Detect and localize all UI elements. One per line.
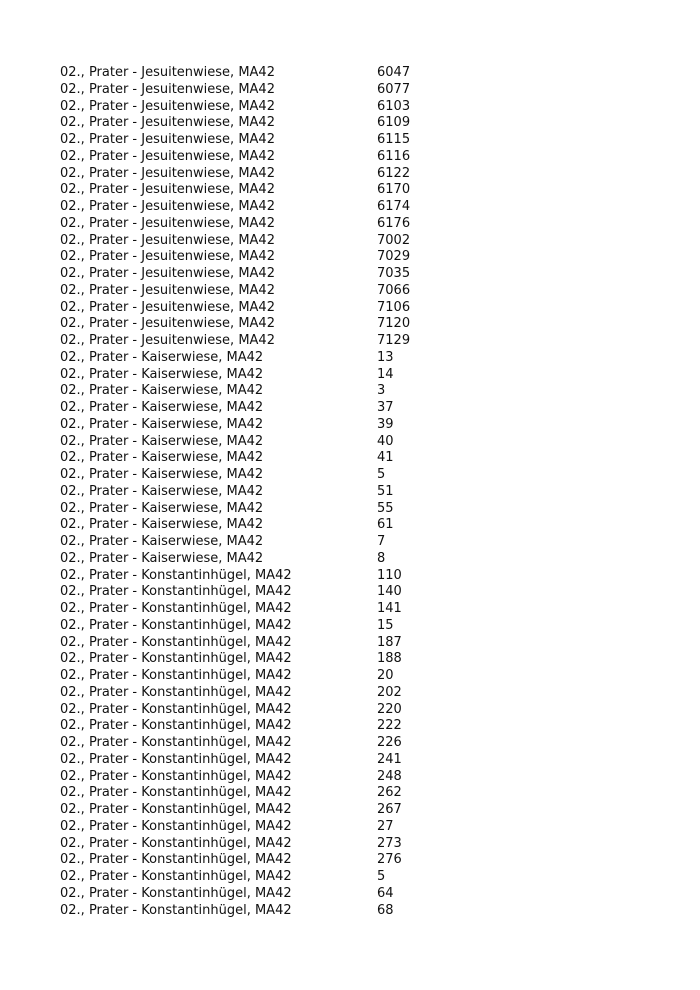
list-row (60, 685, 480, 702)
list-row (60, 702, 480, 719)
number-cell: 40 (377, 433, 394, 449)
number-cell: 51 (377, 483, 394, 499)
number-cell: 5 (377, 467, 386, 482)
list-row (60, 584, 480, 601)
number-cell: 6116 (377, 148, 411, 164)
location-cell: 02., Prater - Jesuitenwiese, MA42 (60, 98, 275, 114)
list-row (60, 551, 480, 568)
list-row (60, 601, 480, 618)
number-cell: 39 (377, 416, 394, 432)
location-cell: 02., Prater - Jesuitenwiese, MA42 (60, 299, 275, 315)
list-row (60, 501, 480, 518)
location-cell: 02., Prater - Jesuitenwiese, MA42 (60, 215, 275, 231)
list-row (60, 534, 480, 551)
location-cell: 02., Prater - Kaiserwiese, MA42 (60, 550, 264, 566)
location-cell: 02., Prater - Konstantinhügel, MA42 (60, 584, 292, 600)
location-cell: 02., Prater - Konstantinhügel, MA42 (60, 634, 292, 650)
list-row (60, 249, 480, 266)
location-cell: 02., Prater - Konstantinhügel, MA42 (60, 751, 292, 767)
location-cell: 02., Prater - Jesuitenwiese, MA42 (60, 199, 275, 214)
location-cell: 02., Prater - Konstantinhügel, MA42 (60, 701, 292, 717)
number-cell: 13 (377, 349, 394, 365)
list-row (60, 99, 480, 116)
number-cell: 220 (377, 701, 402, 717)
number-cell: 110 (377, 567, 402, 583)
location-cell: 02., Prater - Jesuitenwiese, MA42 (60, 165, 275, 181)
number-cell: 141 (377, 601, 402, 616)
location-cell: 02., Prater - Jesuitenwiese, MA42 (60, 316, 275, 332)
number-cell: 7 (377, 534, 386, 549)
list-row (60, 283, 480, 300)
list-row (60, 182, 480, 199)
list-row (60, 802, 480, 819)
number-cell: 8 (377, 550, 386, 566)
location-cell: 02., Prater - Konstantinhügel, MA42 (60, 785, 292, 801)
list-row (60, 350, 480, 367)
number-cell: 7129 (377, 333, 411, 348)
number-cell: 6122 (377, 165, 411, 181)
number-cell: 7035 (377, 266, 411, 281)
location-cell: 02., Prater - Konstantinhügel, MA42 (60, 601, 292, 616)
list-row (60, 450, 480, 467)
location-cell: 02., Prater - Jesuitenwiese, MA42 (60, 81, 275, 97)
list-row (60, 618, 480, 635)
number-cell: 64 (377, 885, 394, 901)
list-row (60, 400, 480, 417)
number-cell: 273 (377, 835, 402, 851)
list-row (60, 149, 480, 166)
location-cell: 02., Prater - Jesuitenwiese, MA42 (60, 148, 275, 164)
list-row (60, 316, 480, 333)
location-cell: 02., Prater - Jesuitenwiese, MA42 (60, 115, 275, 131)
list-row (60, 115, 480, 132)
number-cell: 7066 (377, 282, 411, 298)
location-cell: 02., Prater - Konstantinhügel, MA42 (60, 835, 292, 851)
number-cell: 187 (377, 634, 402, 650)
number-cell: 6174 (377, 199, 411, 214)
number-cell: 14 (377, 366, 394, 382)
location-cell: 02., Prater - Kaiserwiese, MA42 (60, 517, 264, 533)
location-cell: 02., Prater - Konstantinhügel, MA42 (60, 684, 292, 700)
location-cell: 02., Prater - Konstantinhügel, MA42 (60, 902, 292, 918)
number-cell: 7029 (377, 249, 411, 265)
list-row (60, 417, 480, 434)
list-row (60, 367, 480, 384)
number-cell: 7120 (377, 316, 411, 332)
location-cell: 02., Prater - Kaiserwiese, MA42 (60, 383, 264, 399)
location-cell: 02., Prater - Kaiserwiese, MA42 (60, 467, 264, 482)
location-cell: 02., Prater - Konstantinhügel, MA42 (60, 818, 292, 834)
location-cell: 02., Prater - Konstantinhügel, MA42 (60, 668, 292, 683)
location-cell: 02., Prater - Kaiserwiese, MA42 (60, 433, 264, 449)
number-cell: 6109 (377, 115, 411, 131)
location-cell: 02., Prater - Konstantinhügel, MA42 (60, 735, 292, 750)
list-row (60, 434, 480, 451)
list-row (60, 233, 480, 250)
location-cell: 02., Prater - Kaiserwiese, MA42 (60, 450, 264, 466)
list-row (60, 300, 480, 317)
location-cell: 02., Prater - Konstantinhügel, MA42 (60, 885, 292, 901)
list-row (60, 819, 480, 836)
number-cell: 241 (377, 751, 402, 767)
list-row (60, 635, 480, 652)
location-cell: 02., Prater - Konstantinhügel, MA42 (60, 869, 292, 884)
list-row (60, 735, 480, 752)
list-row (60, 199, 480, 216)
location-cell: 02., Prater - Konstantinhügel, MA42 (60, 802, 292, 817)
number-cell: 37 (377, 400, 394, 415)
location-cell: 02., Prater - Kaiserwiese, MA42 (60, 534, 264, 549)
location-cell: 02., Prater - Kaiserwiese, MA42 (60, 400, 264, 415)
location-cell: 02., Prater - Kaiserwiese, MA42 (60, 500, 264, 516)
number-cell: 202 (377, 684, 402, 700)
location-cell: 02., Prater - Konstantinhügel, MA42 (60, 852, 292, 868)
location-cell: 02., Prater - Jesuitenwiese, MA42 (60, 182, 275, 198)
number-cell: 68 (377, 902, 394, 918)
number-cell: 267 (377, 802, 402, 817)
location-cell: 02., Prater - Kaiserwiese, MA42 (60, 416, 264, 432)
number-cell: 55 (377, 500, 394, 516)
number-cell: 222 (377, 718, 402, 734)
list-row (60, 467, 480, 484)
list-row (60, 718, 480, 735)
list-row (60, 836, 480, 853)
list-row (60, 852, 480, 869)
list-row (60, 651, 480, 668)
number-cell: 248 (377, 768, 402, 784)
number-cell: 3 (377, 383, 386, 399)
number-cell: 27 (377, 818, 394, 834)
number-cell: 262 (377, 785, 402, 801)
list-row (60, 886, 480, 903)
number-cell: 6047 (377, 65, 411, 80)
list-row (60, 65, 480, 82)
number-cell: 61 (377, 517, 394, 533)
number-cell: 226 (377, 735, 402, 750)
location-cell: 02., Prater - Jesuitenwiese, MA42 (60, 333, 275, 348)
list-row (60, 266, 480, 283)
number-cell: 6115 (377, 132, 411, 147)
number-cell: 7106 (377, 299, 411, 315)
number-cell: 6170 (377, 182, 411, 198)
number-cell: 7002 (377, 232, 411, 248)
list-row (60, 166, 480, 183)
list-row (60, 568, 480, 585)
location-cell: 02., Prater - Jesuitenwiese, MA42 (60, 282, 275, 298)
location-cell: 02., Prater - Konstantinhügel, MA42 (60, 768, 292, 784)
list-row (60, 132, 480, 149)
location-cell: 02., Prater - Konstantinhügel, MA42 (60, 567, 292, 583)
list-row (60, 769, 480, 786)
list-row (60, 668, 480, 685)
list-row (60, 216, 480, 233)
list-row (60, 869, 480, 886)
number-cell: 6077 (377, 81, 411, 97)
number-cell: 140 (377, 584, 402, 600)
location-cell: 02., Prater - Jesuitenwiese, MA42 (60, 249, 275, 265)
number-cell: 15 (377, 617, 394, 633)
location-cell: 02., Prater - Jesuitenwiese, MA42 (60, 65, 275, 80)
location-cell: 02., Prater - Kaiserwiese, MA42 (60, 349, 264, 365)
number-cell: 6103 (377, 98, 411, 114)
number-cell: 20 (377, 668, 394, 683)
number-cell: 41 (377, 450, 394, 466)
list-row (60, 903, 480, 920)
number-cell: 188 (377, 651, 402, 667)
list-row (60, 517, 480, 534)
list-row (60, 383, 480, 400)
location-cell: 02., Prater - Konstantinhügel, MA42 (60, 718, 292, 734)
number-cell: 6176 (377, 215, 411, 231)
number-cell: 5 (377, 869, 386, 884)
location-cell: 02., Prater - Jesuitenwiese, MA42 (60, 232, 275, 248)
list-row (60, 484, 480, 501)
list-row (60, 752, 480, 769)
location-cell: 02., Prater - Konstantinhügel, MA42 (60, 651, 292, 667)
location-cell: 02., Prater - Konstantinhügel, MA42 (60, 617, 292, 633)
location-cell: 02., Prater - Kaiserwiese, MA42 (60, 483, 264, 499)
list-row (60, 82, 480, 99)
number-cell: 276 (377, 852, 402, 868)
location-cell: 02., Prater - Jesuitenwiese, MA42 (60, 132, 275, 147)
location-cell: 02., Prater - Kaiserwiese, MA42 (60, 366, 264, 382)
list-row (60, 785, 480, 802)
list-row (60, 333, 480, 350)
tree-list (60, 65, 480, 919)
location-cell: 02., Prater - Jesuitenwiese, MA42 (60, 266, 275, 281)
